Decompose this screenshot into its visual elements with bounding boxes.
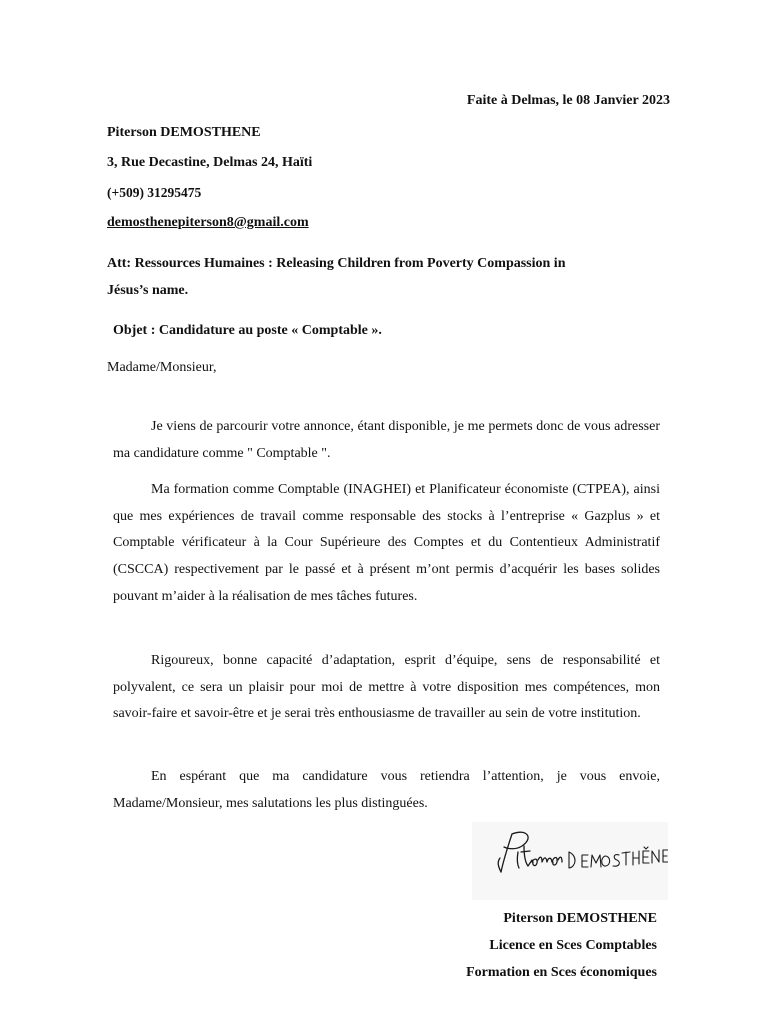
body-paragraph-3: Rigoureux, bonne capacité d’adaptation, esprit d’équipe, sens de responsabilité et polyvalent, ce sera un plaisir pour moi de mettre à votre disposition mes compétences, mon savoir-faire et savoir-être et je serai très enthousiasme de travailler au sein de votre institution.: [113, 653, 660, 722]
sender-address: 3, Rue Decastine, Delmas 24, Haïti: [107, 155, 313, 170]
signature-name: Piterson DEMOSTHENE: [503, 911, 657, 926]
signature-drawing-icon: [472, 822, 668, 900]
salutation: Madame/Monsieur,: [107, 360, 217, 375]
sender-phone: (+509) 31295475: [107, 185, 202, 200]
subject-line: Objet : Candidature au poste « Comptable ».: [113, 323, 382, 338]
recipient-line-2: Jésus’s name.: [107, 283, 189, 298]
sender-email-link[interactable]: demosthenepiterson8@gmail.com: [107, 215, 309, 230]
recipient-line-1: Att: Ressources Humaines : Releasing Children from Poverty Compassion in: [107, 256, 566, 271]
signature-title-1: Licence en Sces Comptables: [489, 938, 657, 953]
body-paragraph-1: Je viens de parcourir votre annonce, étant disponible, je me permets donc de vous adresser ma candidature comme " Comptable ".: [113, 419, 660, 461]
body-paragraph-4: En espérant que ma candidature vous retiendra l’attention, je vous envoie, Madame/Monsieur, mes salutations les plus distinguées.: [113, 769, 660, 811]
place-date: Faite à Delmas, le 08 Janvier 2023: [466, 93, 670, 108]
body-paragraph-2: Ma formation comme Comptable (INAGHEI) et Planificateur économiste (CTPEA), ainsi que mes expériences de travail comme responsable des stocks à l’entreprise « Gazplus » et Comptable vérificateur à la Cour Supérieure des Comptes et du Contentieux Administratif (CSCCA) respectivement par le passé et à présent m’ont permis d’acquérir les bases solides pouvant m’aider à la réalisation de mes tâches futures.: [113, 482, 660, 604]
sender-name: Piterson DEMOSTHENE: [107, 125, 261, 140]
signature-title-2: Formation en Sces économiques: [466, 965, 657, 980]
handwritten-signature: [472, 822, 668, 900]
